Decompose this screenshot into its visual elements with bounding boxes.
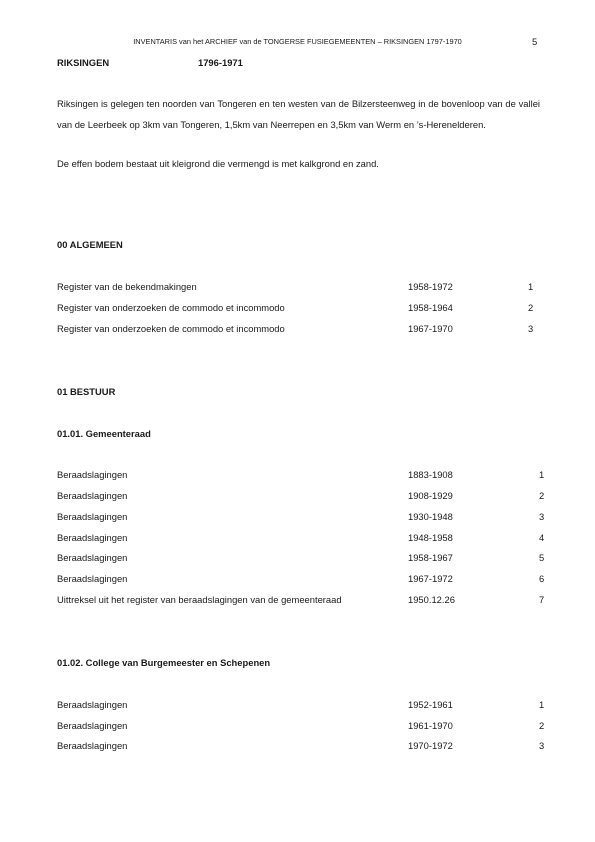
item-number: 3 [539,511,545,522]
inventory-row [57,594,547,608]
subsection-title: 01.02. College van Burgemeester en Schepenen [57,657,271,668]
item-title: Beraadslagingen [57,532,128,543]
inventory-row [57,552,547,566]
item-date: 1958-1964 [408,302,453,313]
inventory-row [57,532,547,546]
item-number: 1 [539,699,545,710]
item-title: Beraadslagingen [57,720,128,731]
running-header: INVENTARIS van het ARCHIEF van de TONGERSE FUSIEGEMEENTEN – RIKSINGEN 1797-1970 [133,37,462,46]
section-title: 01 BESTUUR [57,386,116,397]
intro-paragraph: Riksingen is gelegen ten noorden van Tongeren en ten westen van de Bilzersteenweg in de bovenloop van de vallei van de Leerbeek op 3km van Tongeren, 1,5km van Neerrepen en 3,5km van Werm en ’s-Herenelderen. [57,98,540,130]
item-number: 5 [539,552,545,563]
item-number: 1 [539,469,545,480]
item-number: 7 [539,594,545,605]
item-date: 1967-1972 [408,573,453,584]
item-title: Beraadslagingen [57,511,128,522]
inventory-row [57,740,547,754]
item-date: 1958-1972 [408,281,453,292]
item-number: 4 [539,532,545,543]
item-number: 2 [528,302,534,313]
place-years-heading: 1796-1971 [198,57,243,68]
item-title: Beraadslagingen [57,573,128,584]
item-title: Beraadslagingen [57,552,128,563]
item-date: 1967-1970 [408,323,453,334]
item-date: 1958-1967 [408,552,453,563]
item-date: 1908-1929 [408,490,453,501]
inventory-row [57,720,547,734]
item-title: Beraadslagingen [57,699,128,710]
item-date: 1930-1948 [408,511,453,522]
place-name-heading: RIKSINGEN [57,57,110,68]
inventory-row [57,511,547,525]
inventory-row [57,302,547,316]
item-date: 1952-1961 [408,699,453,710]
item-title: Beraadslagingen [57,490,128,501]
item-number: 1 [528,281,534,292]
item-number: 6 [539,573,545,584]
inventory-row [57,281,547,295]
intro-text [57,93,540,135]
item-title: Register van onderzoeken de commodo et incommodo [57,302,285,313]
inventory-row [57,490,547,504]
item-date: 1948-1958 [408,532,453,543]
inventory-row [57,699,547,713]
inventory-row [57,469,547,483]
section-title: 00 ALGEMEEN [57,239,123,250]
item-date: 1961-1970 [408,720,453,731]
item-number: 3 [539,740,545,751]
item-title: Beraadslagingen [57,469,128,480]
subsection-title: 01.01. Gemeenteraad [57,428,151,439]
page-number: 5 [532,36,538,47]
item-title: Uittreksel uit het register van beraadslagingen van de gemeenteraad [57,594,342,605]
inventory-row [57,573,547,587]
item-date: 1950.12.26 [408,594,455,605]
item-date: 1970-1972 [408,740,453,751]
item-date: 1883-1908 [408,469,453,480]
inventory-row [57,323,547,337]
item-number: 3 [528,323,534,334]
item-title: Register van onderzoeken de commodo et incommodo [57,323,285,334]
intro-paragraph-2: De effen bodem bestaat uit kleigrond die vermengd is met kalkgrond en zand. [57,158,379,169]
item-number: 2 [539,490,545,501]
item-title: Beraadslagingen [57,740,128,751]
item-number: 2 [539,720,545,731]
item-title: Register van de bekendmakingen [57,281,197,292]
